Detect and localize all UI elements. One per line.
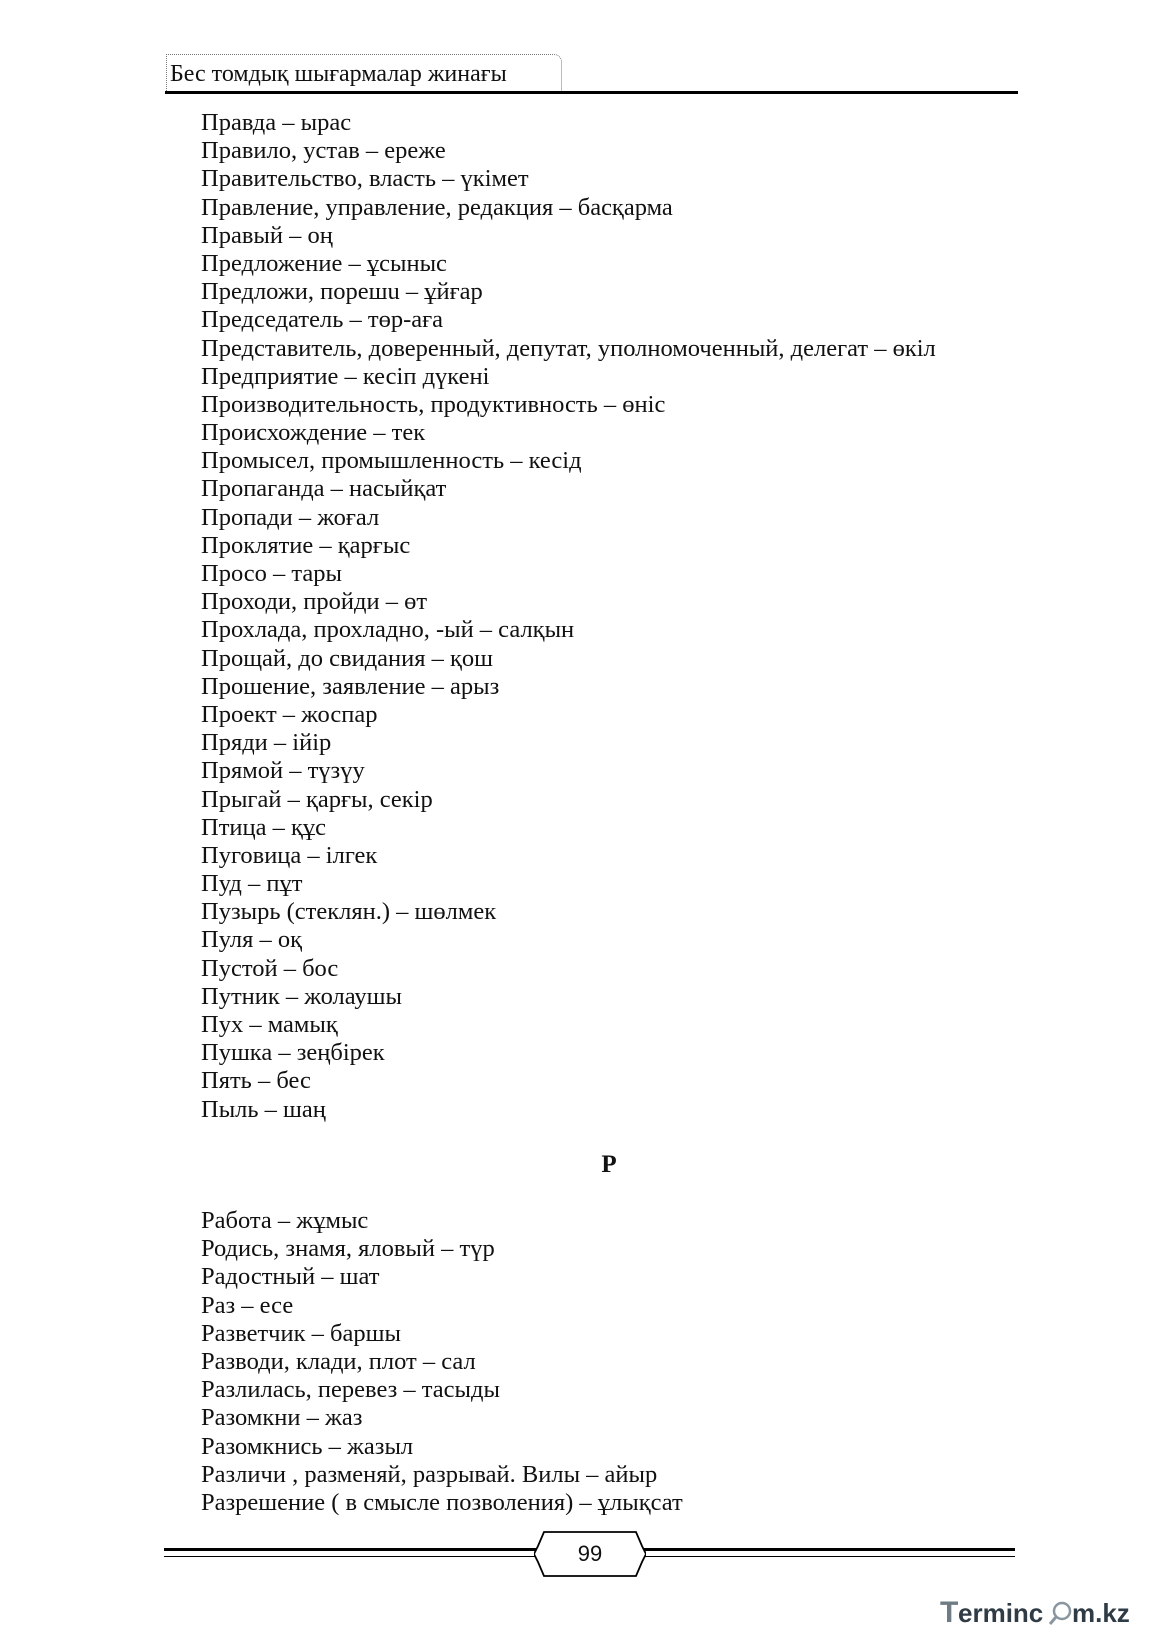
magnifier-icon xyxy=(1050,1603,1070,1624)
dictionary-entry: Правило, устав – ереже xyxy=(201,137,446,165)
dictionary-entry: Разводи, клади, плот – сал xyxy=(201,1347,476,1375)
dictionary-entry: Предложение – ұсыныс xyxy=(201,249,447,277)
dictionary-entry: Разветчик – баршы xyxy=(201,1319,401,1347)
dictionary-entry: Пустой – бос xyxy=(201,954,339,982)
dictionary-list-r xyxy=(201,1207,683,1517)
dictionary-entry: Пуля – оқ xyxy=(201,926,303,954)
dictionary-entry: Проклятие – қарғыс xyxy=(201,531,411,559)
dictionary-entry: Пропади – жоғал xyxy=(201,503,380,531)
dictionary-entry: Предприятие – кесіп дүкені xyxy=(201,362,490,390)
dictionary-entry: Пузырь (стеклян.) – шөлмек xyxy=(201,898,497,926)
dictionary-entry: Раз – есе xyxy=(201,1291,294,1319)
dictionary-entry: Пять – бес xyxy=(201,1067,311,1095)
dictionary-entry: Пушка – зеңбірек xyxy=(201,1039,385,1067)
dictionary-entry: Пуговица – ілгек xyxy=(201,841,378,869)
footer-rule-right xyxy=(643,1548,1015,1557)
dictionary-entry: Птица – құс xyxy=(201,813,327,841)
dictionary-entry: Разомкни – жаз xyxy=(201,1404,363,1432)
termincom-watermark xyxy=(940,1593,1150,1629)
dictionary-entry: Пуд – пұт xyxy=(201,870,303,898)
dictionary-entry: Правительство, власть – үкімет xyxy=(201,165,529,193)
section-heading: Р xyxy=(601,1151,617,1178)
dictionary-list-p xyxy=(201,109,936,1124)
watermark-letter-t: T xyxy=(940,1596,959,1629)
dictionary-entry: Радостный – шат xyxy=(201,1263,380,1291)
dictionary-entry: Происхождение – тек xyxy=(201,419,426,447)
dictionary-entry: Правда – ырас xyxy=(201,109,352,136)
dictionary-entry: Прохлада, прохладно, -ый – салқын xyxy=(201,616,575,644)
dictionary-entry: Просо – тары xyxy=(201,560,343,587)
dictionary-entry: Правый – оң xyxy=(201,221,333,249)
dictionary-entry: Пыль – шаң xyxy=(201,1095,326,1123)
dictionary-entry: Работа – жұмыс xyxy=(201,1207,369,1234)
dictionary-entry: Прыгай – қарғы, секір xyxy=(201,785,433,813)
dictionary-entry: Родись, знамя, яловый – түр xyxy=(201,1235,495,1263)
dictionary-entry: Разлилась, перевез – тасыды xyxy=(201,1376,500,1404)
dictionary-entry: Проходи, пройди – өт xyxy=(201,588,428,616)
dictionary-entry: Прошение, заявление – арыз xyxy=(201,672,500,700)
dictionary-entry: Путник – жолаушы xyxy=(201,982,402,1010)
watermark-text-mid: erminc xyxy=(958,1598,1044,1628)
dictionary-entry: Предложи, порешu – ұйғар xyxy=(201,278,483,306)
dictionary-entry: Правление, управление, редакция – басқарма xyxy=(201,193,673,221)
page-number: 99 xyxy=(577,1541,603,1566)
dictionary-entry: Пряди – ійір xyxy=(201,729,332,757)
dictionary-entry: Прямой – түзүу xyxy=(201,757,365,785)
dictionary-entry: Разрешение ( в смысле позволения) – ұлықсат xyxy=(201,1488,683,1516)
dictionary-entry: Представитель, доверенный, депутат, уполномоченный, делегат – өкіл xyxy=(201,334,936,362)
dictionary-entry: Пропаганда – насыйқат xyxy=(201,475,447,503)
dictionary-entry: Проект – жоспар xyxy=(201,700,378,728)
dictionary-entry: Пух – мамық xyxy=(201,1011,338,1038)
dictionary-entry: Промысел, промышленность – кесід xyxy=(201,447,582,475)
watermark-text-after: m.kz xyxy=(1072,1598,1130,1628)
footer-rule-left xyxy=(164,1548,538,1557)
dictionary-entry: Прощай, до свидания – қош xyxy=(201,644,494,672)
running-header: Бес томдық шығармалар жинағы xyxy=(170,61,507,87)
dictionary-entry: Различи , разменяй, разрывай. Вилы – айыр xyxy=(201,1460,658,1488)
dictionary-entry: Производительность, продуктивность – өніс xyxy=(201,390,666,418)
dictionary-entry: Разомкнись – жазыл xyxy=(201,1432,414,1460)
dictionary-entry: Председатель – төр-аға xyxy=(201,306,444,334)
header-rule xyxy=(165,91,1018,94)
